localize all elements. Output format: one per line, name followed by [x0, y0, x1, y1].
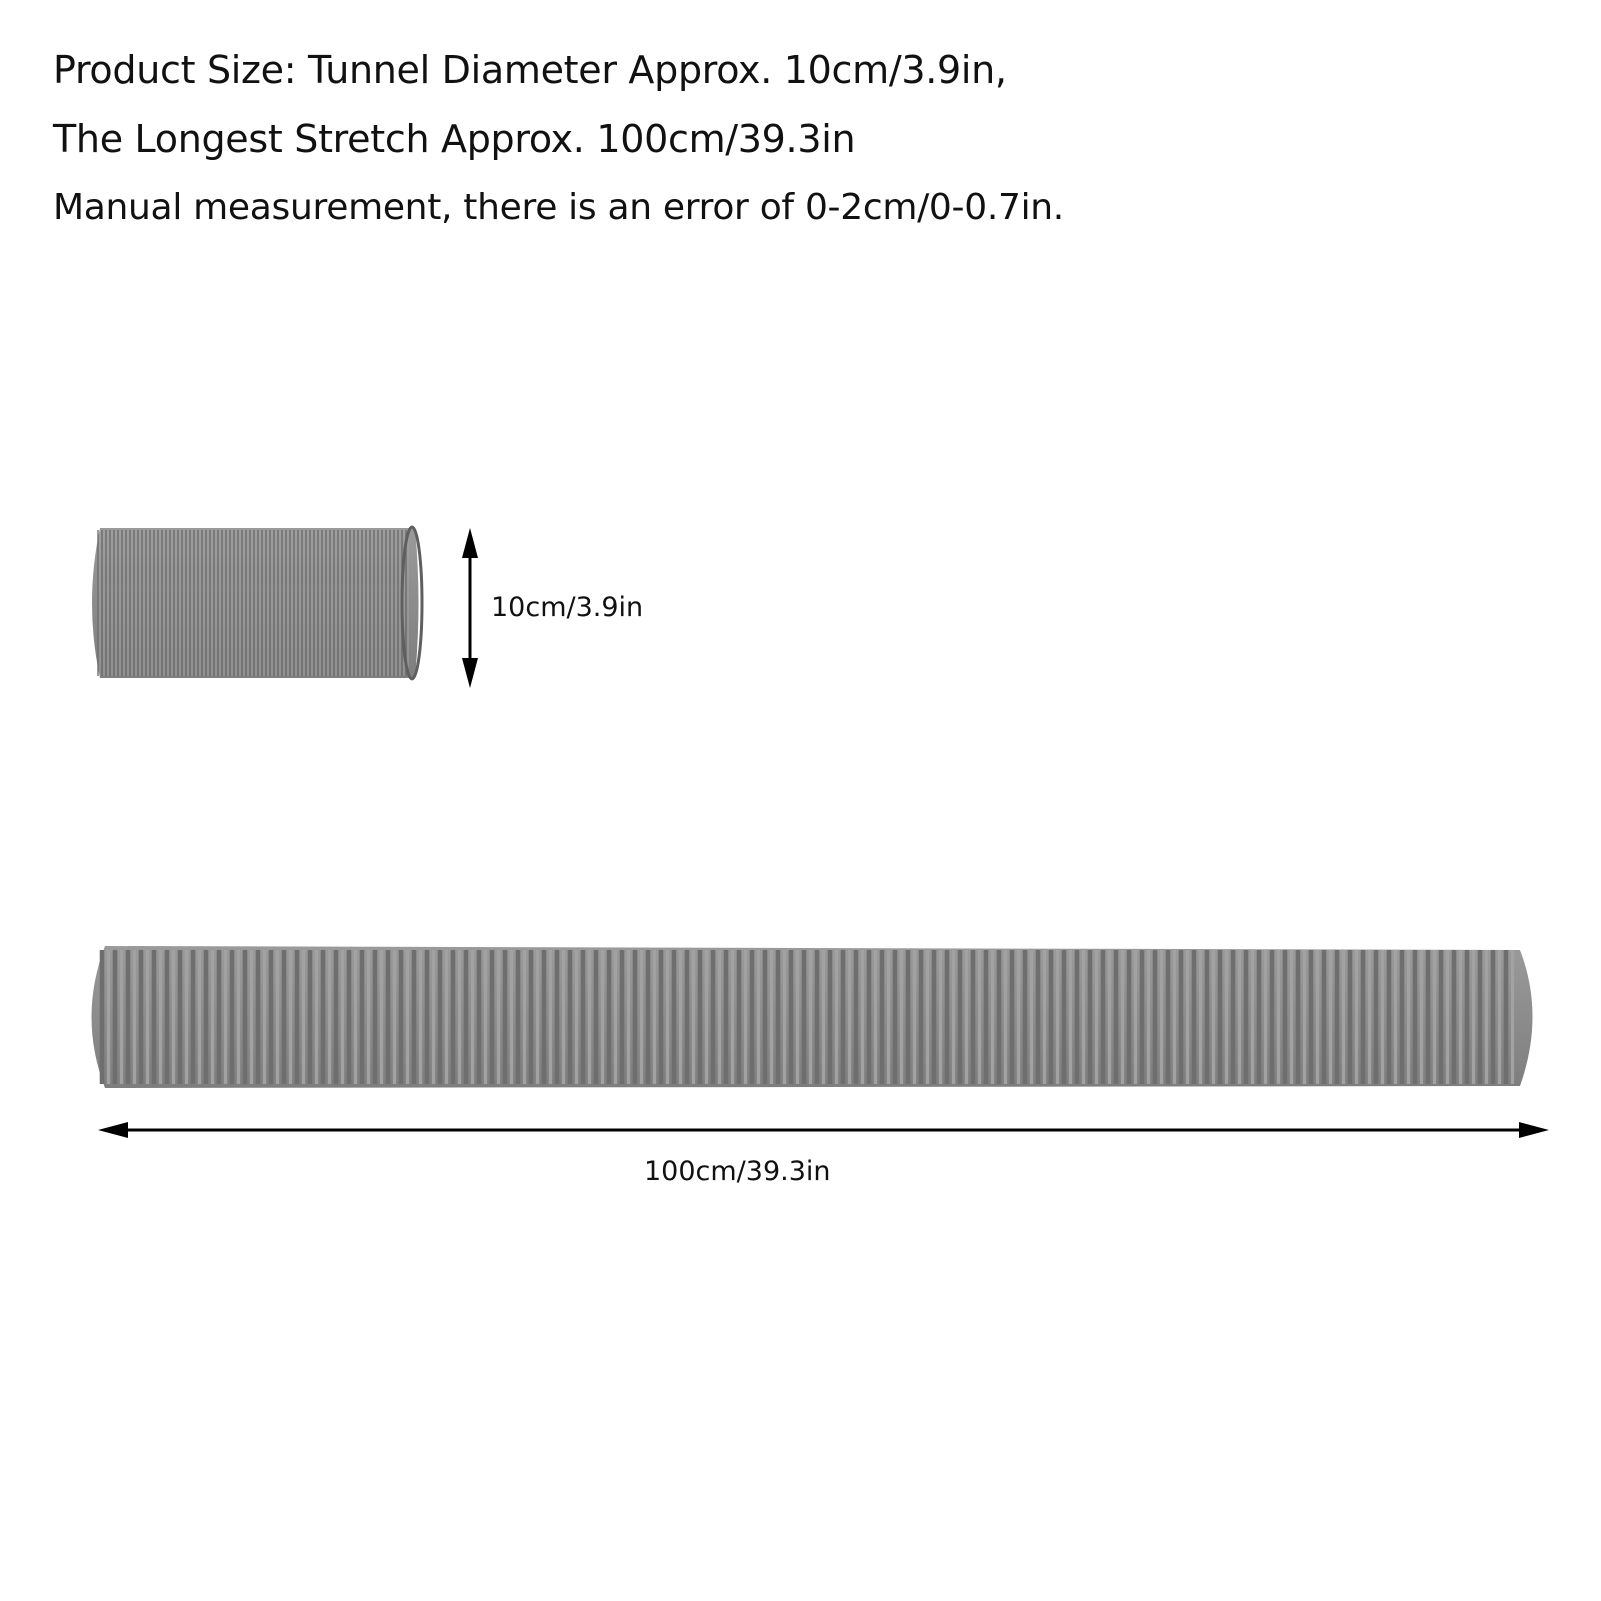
spec-error-note: Manual measurement, there is an error of 0-2cm/0-0.7in.	[53, 187, 1064, 228]
length-arrow	[98, 1122, 1549, 1138]
spec-stretch-line: The Longest Stretch Approx. 100cm/39.3in	[53, 117, 856, 161]
extended-hose-image	[92, 946, 1533, 1088]
diameter-label: 10cm/3.9in	[491, 592, 644, 623]
compressed-hose-image	[92, 527, 422, 679]
length-label: 100cm/39.3in	[644, 1156, 831, 1187]
spec-size-line: Product Size: Tunnel Diameter Approx. 10cm/3.9in,	[53, 48, 1007, 92]
diameter-arrow	[462, 528, 478, 688]
